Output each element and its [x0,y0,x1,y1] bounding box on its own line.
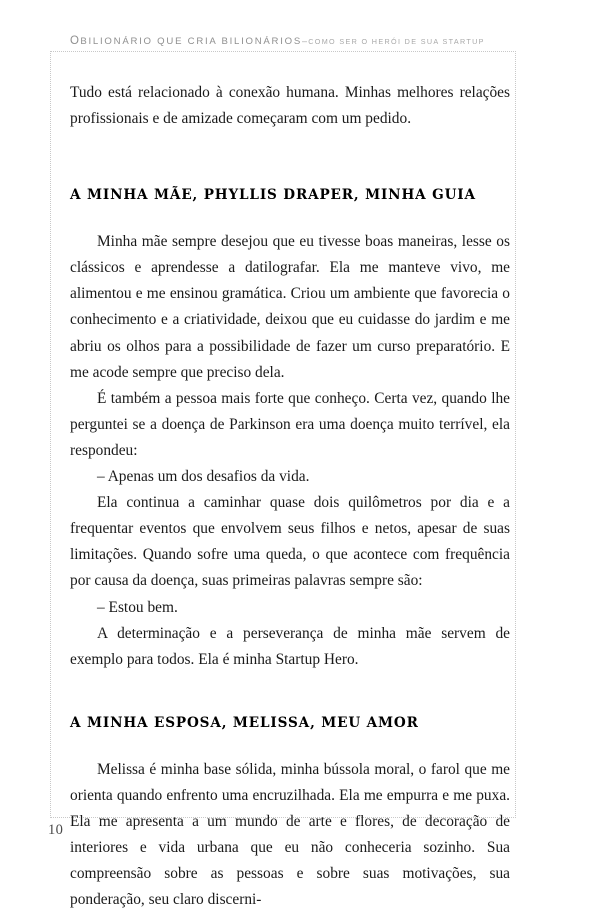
spacer-before-heading-1 [70,132,510,187]
running-header-dash: – [302,36,309,46]
section-heading-esposa: A MINHA ESPOSA, MELISSA, MEU AMOR [70,714,419,731]
running-header-lead: O [70,35,81,47]
section-1-closing-paragraph: A determinação e a perseverança de minha mãe servem de exemplo para todos. Ela é minha Startup Hero. [70,624,510,668]
spacer-before-heading-2 [70,673,510,715]
running-header-sub-title: COMO SER O HERÓI DE SUA STARTUP [308,37,485,46]
section-1-dialogue-2: – Estou bem. [97,598,178,616]
page-number: 10 [48,822,64,838]
section-heading-mae: A MINHA MÃE, PHYLLIS DRAPER, MINHA GUIA [70,187,476,204]
intro-paragraph: Tudo está relacionado à conexão humana. Minhas melhores relações profissionais e de amizade começaram com um pedido. [70,84,510,128]
section-1-dialogue-1: – Apenas um dos desafios da vida. [97,468,310,486]
running-header [70,33,520,49]
section-1-paragraph-2: É também a pessoa mais forte que conheço. Certa vez, quando lhe perguntei se a doença de Parkinson era uma doença muito terrível, ela respondeu: [70,389,510,459]
text-column [70,80,510,913]
section-1-paragraph-1: Minha mãe sempre desejou que eu tivesse boas maneiras, lesse os clássicos e aprendesse a datilografar. Ela me manteve vivo, me alimentou e me ensinou gramática. Criou um ambiente que favorecia o conhecimento e a criatividade, deixou que eu cuidasse do jardim e me abriu os olhos para a possibilidade de fazer um curso preparatório. E me acode sempre que preciso dela. [70,233,510,381]
section-1-paragraph-3: Ela continua a caminhar quase dois quilômetros por dia e a frequentar eventos que envolvem seus filhos e netos, apesar de suas limitações. Quando sofre uma queda, o que acontece com frequência por causa da doença, suas primeiras palavras sempre são: [70,494,510,590]
section-2-paragraph-1: Melissa é minha base sólida, minha bússola moral, o farol que me orienta quando enfrento uma encruzilhada. Ela me empurra e me puxa. Ela me apresenta a um mundo de arte e flores, de decoração de interiores e vida urbana que eu não conheceria sozinho. Sua compreensão sobre as pessoas e sobre suas motivações, sua ponderação, seu claro discerni- [70,760,510,909]
spacer-after-heading-2 [70,731,510,757]
spacer-after-heading-1 [70,203,510,229]
running-header-main-title: BILIONÁRIO QUE CRIA BILIONÁRIOS [80,36,303,47]
